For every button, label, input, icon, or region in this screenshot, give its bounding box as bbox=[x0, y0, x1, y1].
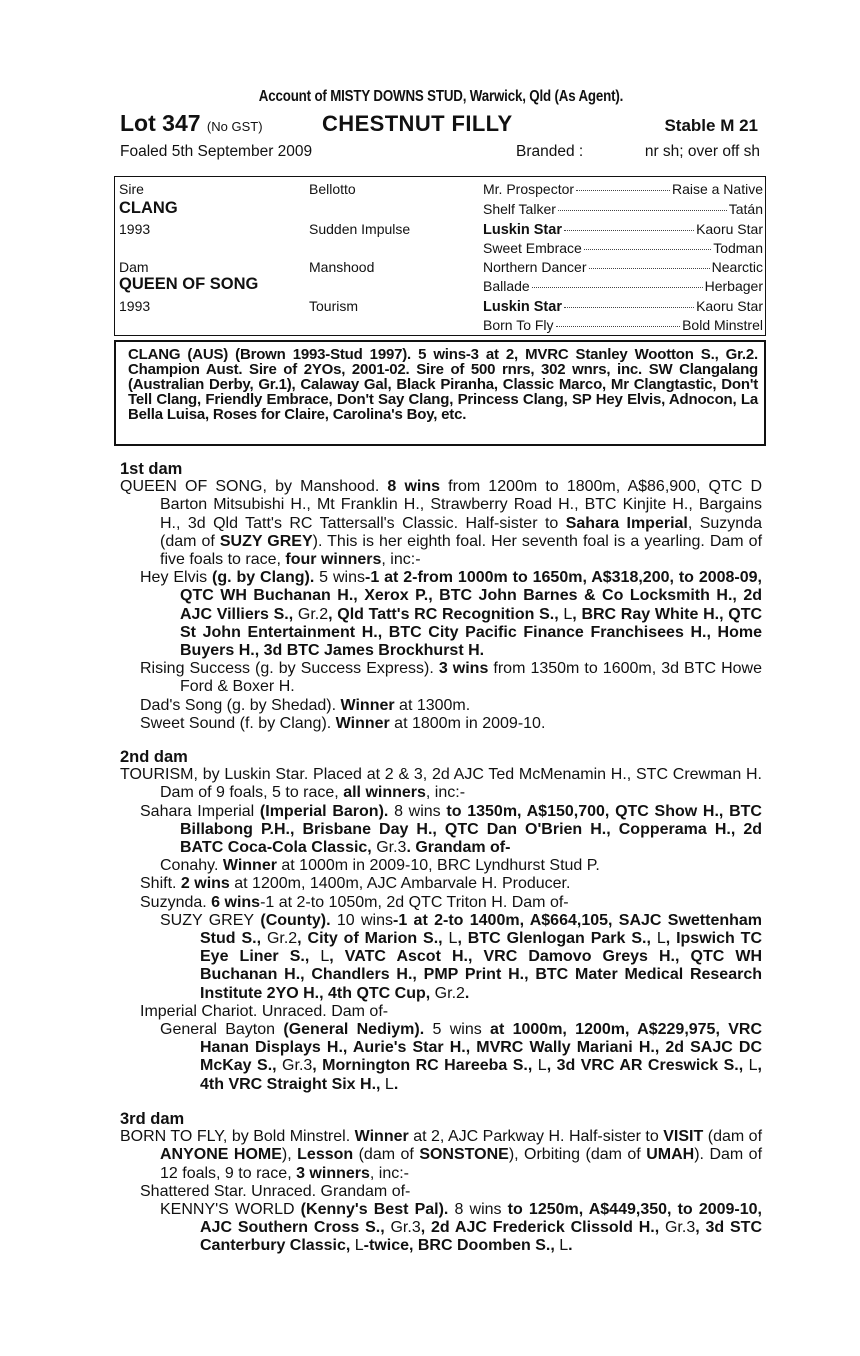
bold-segment: , City of Marion S., bbox=[297, 930, 449, 948]
third-dam-paragraph bbox=[120, 1128, 762, 1183]
sire-summary: CLANG (AUS) (Brown 1993-Stud 1997). 5 wins-3 at 2, MVRC Stanley Wootton S., Gr.2. Champion Aust. Sire of 2YOs, 2001-02. Sire of 500 rnrs, 302 wnrs, inc. SW Clangalang (Australian Derby, Gr.1), Calaway Gal, Black Piranha, Classic Marco, Mr Clangtastic, Don't Tell Clang, Friendly Embrace, Don't Say Clang, Princess Clang, SP Hey Elvis, Adnocon, La Bella Luisa, Roses for Claire, Carolina's Boy, etc. bbox=[128, 346, 758, 423]
third-dam-heading: 3rd dam bbox=[120, 1110, 185, 1128]
text-segment: (dam of bbox=[353, 1146, 420, 1164]
second-dam-heading: 2nd dam bbox=[120, 748, 188, 766]
dam-name: QUEEN OF SONG bbox=[119, 275, 259, 293]
dot-leader bbox=[576, 190, 670, 191]
sire-year: 1993 bbox=[119, 221, 151, 237]
bold-segment: , 4th VRC Straight Six H., bbox=[200, 1057, 762, 1093]
great-grandparent-row bbox=[483, 201, 763, 217]
bold-segment: . bbox=[464, 984, 470, 1002]
bold-segment: -1 at 2-to 1400m, A$664,105, SAJC Swettenham Stud S., bbox=[200, 911, 763, 948]
text-segment: L bbox=[320, 948, 330, 966]
bold-segment: . Grandam of- bbox=[406, 839, 511, 857]
bold-segment: Winner bbox=[335, 714, 390, 732]
text-segment: Shattered Star. Unraced. Grandam of- bbox=[140, 1182, 411, 1200]
bold-segment: at 1000m, 1200m, A$229,975, VRC Hanan Displays H., Aurie's Star H., MVRC Wally Mariani H., 2d SAJC DC McKay S., bbox=[200, 1021, 762, 1075]
text-segment: L bbox=[748, 1057, 758, 1075]
text-segment: Gr.2 bbox=[434, 984, 465, 1002]
bold-segment: (Imperial Baron). bbox=[254, 802, 395, 820]
first-dam-heading: 1st dam bbox=[120, 460, 183, 478]
progeny-imperial-chariot bbox=[120, 1003, 762, 1021]
gg-sire: Sweet Embrace bbox=[483, 240, 582, 256]
pedigree-table bbox=[114, 176, 766, 336]
text-segment: KENNY'S WORLD bbox=[160, 1201, 295, 1219]
text-segment: Suzynda. bbox=[140, 893, 212, 911]
text-segment: L bbox=[354, 1237, 364, 1255]
sire-label: Sire bbox=[119, 181, 144, 197]
second-dam-paragraph bbox=[120, 766, 762, 802]
bold-segment: Winner bbox=[222, 857, 277, 875]
progeny-shift bbox=[120, 875, 762, 893]
lot-number bbox=[120, 110, 263, 137]
great-grandparent-row bbox=[483, 240, 763, 256]
grand-progeny-kennys-world bbox=[120, 1201, 762, 1256]
sire-name: CLANG bbox=[119, 199, 178, 217]
bold-segment: , VATC Ascot H., VRC Damovo Greys H., QTC WH Buchanan H., Chandlers H., PMP Print H., BTC Mater Medical Research Institute 2YO H., 4th QTC Cup, bbox=[200, 948, 763, 1002]
horse-description: CHESTNUT FILLY bbox=[322, 111, 513, 136]
progeny-hey-elvis bbox=[120, 569, 762, 660]
lot-label: Lot 347 bbox=[120, 110, 201, 136]
text-segment: Sahara Imperial bbox=[140, 802, 255, 820]
progeny-suzynda bbox=[120, 894, 762, 912]
text-segment: Gr.3 bbox=[390, 1219, 421, 1237]
dot-leader bbox=[532, 287, 703, 288]
text-segment: at 1300m. bbox=[394, 696, 471, 714]
bold-segment: , Mornington RC Hareeba S., bbox=[312, 1057, 538, 1075]
first-dam-section bbox=[120, 460, 762, 733]
text-segment: L bbox=[656, 930, 666, 948]
progeny-rising-success bbox=[120, 660, 762, 696]
gst-note: (No GST) bbox=[206, 119, 263, 134]
text-segment: Dad's Song (g. by Shedad). bbox=[140, 696, 341, 714]
text-segment: L bbox=[537, 1057, 547, 1075]
great-grandparent-row bbox=[483, 181, 763, 197]
bold-segment: UMAH bbox=[646, 1146, 695, 1164]
grand-progeny-suzy-grey bbox=[120, 912, 762, 1003]
text-segment: TOURISM, by Luskin Star. Placed at 2 & 3, 2d AJC Ted McMenamin H., STC Crewman H. Dam of 9 foals, 5 to race, bbox=[120, 766, 762, 802]
bold-segment: ANYONE HOME bbox=[160, 1146, 282, 1164]
text-segment: Sweet Sound (f. by Clang). bbox=[140, 714, 336, 732]
progeny-dads-song bbox=[120, 697, 762, 715]
great-grandparent-row bbox=[483, 317, 763, 333]
catalogue-page bbox=[119, 88, 763, 1255]
text-segment: Gr.3 bbox=[376, 839, 407, 857]
bold-segment: 2 wins bbox=[180, 875, 230, 893]
second-dam-section bbox=[120, 748, 762, 1094]
gg-dam: Kaoru Star bbox=[696, 298, 763, 314]
text-segment: Hey Elvis bbox=[140, 569, 208, 587]
text-segment: 10 wins bbox=[336, 911, 394, 929]
bold-segment: 3 wins bbox=[438, 660, 489, 678]
text-segment: Gr.2 bbox=[297, 605, 329, 623]
text-segment: ), Orbiting (dam of bbox=[508, 1146, 647, 1164]
foaled-date: Foaled 5th September 2009 bbox=[120, 143, 313, 160]
text-segment: QUEEN OF SONG, by Manshood. bbox=[120, 478, 388, 496]
gg-dam: Kaoru Star bbox=[696, 221, 763, 237]
third-dam-section bbox=[120, 1110, 762, 1256]
great-grandparent-row bbox=[483, 259, 763, 275]
text-segment: 5 wins bbox=[432, 1021, 482, 1039]
sire-sire: Bellotto bbox=[309, 181, 356, 197]
progeny-sweet-sound bbox=[120, 715, 762, 733]
bold-segment: (g. by Clang). bbox=[207, 569, 320, 587]
dam-label: Dam bbox=[119, 259, 149, 275]
text-segment: Gr.3 bbox=[664, 1219, 696, 1237]
bold-segment: 3 winners bbox=[296, 1164, 370, 1182]
gg-sire: Mr. Prospector bbox=[483, 181, 575, 197]
branded-label: Branded : bbox=[516, 143, 584, 160]
text-segment: at 1800m in 2009-10. bbox=[389, 714, 546, 732]
text-segment: Shift. bbox=[140, 875, 181, 893]
great-grandparent-row bbox=[483, 278, 763, 294]
bold-segment: , Ipswich TC Eye Liner S., bbox=[200, 930, 763, 966]
text-segment: (dam of bbox=[703, 1128, 763, 1146]
bold-segment: , BRC Ray White H., QTC St John Entertainment H., BTC City Pacific Finance Franchisees H., Home Buyers H., 3d BTC James Brockhurst H. bbox=[180, 605, 763, 660]
stable-number: Stable M 21 bbox=[664, 116, 758, 135]
bold-segment: (County). bbox=[254, 911, 337, 929]
bold-segment: , 2d AJC Frederick Clissold H., bbox=[420, 1219, 665, 1237]
great-grandparent-row bbox=[483, 221, 763, 238]
bold-segment: to 1250m, A$449,350, to 2009-10, AJC Southern Cross S., bbox=[200, 1201, 762, 1237]
bold-segment: , Qld Tatt's RC Recognition S., bbox=[328, 605, 564, 623]
text-segment: L bbox=[448, 930, 458, 948]
text-segment: L bbox=[384, 1075, 394, 1093]
text-segment: Rising Success (g. by Success Express). bbox=[140, 660, 439, 678]
text-segment: , inc:- bbox=[425, 784, 466, 802]
bold-segment: -twice, BRC Doomben S., bbox=[363, 1237, 560, 1255]
gg-sire: Shelf Talker bbox=[483, 201, 556, 217]
gg-sire: Born To Fly bbox=[483, 317, 554, 333]
bold-segment: , 3d VRC AR Creswick S., bbox=[546, 1057, 749, 1075]
bold-segment: Winner bbox=[340, 696, 395, 714]
grand-progeny-conahy bbox=[120, 857, 762, 875]
bold-segment: 8 wins bbox=[387, 478, 441, 496]
gg-sire: Luskin Star bbox=[483, 222, 562, 238]
bold-segment: . bbox=[393, 1075, 399, 1093]
text-segment: 8 wins bbox=[454, 1201, 502, 1219]
bold-segment: (General Nediym). bbox=[275, 1021, 433, 1039]
gg-sire: Ballade bbox=[483, 278, 530, 294]
dot-leader bbox=[564, 307, 694, 308]
text-segment: L bbox=[563, 605, 573, 623]
dot-leader bbox=[558, 210, 727, 211]
bold-segment: Sahara Imperial bbox=[565, 514, 688, 532]
text-segment: Gr.3 bbox=[282, 1057, 313, 1075]
brand-marks: nr sh; over off sh bbox=[644, 143, 760, 160]
sire-dam: Sudden Impulse bbox=[309, 221, 411, 237]
text-segment: General Bayton bbox=[160, 1021, 276, 1039]
text-segment: SUZY GREY bbox=[160, 911, 255, 929]
dot-leader bbox=[556, 326, 681, 327]
bold-segment: SONSTONE bbox=[419, 1146, 509, 1164]
text-segment: at 1200m, 1400m, AJC Ambarvale H. Producer. bbox=[229, 875, 571, 893]
text-segment: Conahy. bbox=[160, 857, 223, 875]
bold-segment: -1 at 2-from 1000m to 1650m, A$318,200, to 2008-09, QTC WH Buchanan H., Xerox P., BTC John Barnes & Co Locksmith H., 2d AJC Villiers S., bbox=[180, 569, 762, 623]
first-dam-paragraph bbox=[120, 478, 762, 569]
gg-sire: Luskin Star bbox=[483, 299, 562, 315]
bold-segment: all winners bbox=[343, 784, 426, 802]
dam-dam: Tourism bbox=[309, 298, 359, 314]
foaled-line bbox=[120, 143, 762, 165]
text-segment: from 1350m to 1600m, 3d BTC Howe Ford & Boxer H. bbox=[180, 660, 763, 696]
gg-dam: Bold Minstrel bbox=[682, 317, 763, 333]
dam-year: 1993 bbox=[119, 298, 151, 314]
dot-leader bbox=[584, 249, 711, 250]
gg-dam: Tatán bbox=[728, 201, 763, 217]
text-segment: -1 at 2-to 1050m, 2d QTC Triton H. Dam of- bbox=[260, 893, 569, 911]
text-segment: L bbox=[559, 1237, 569, 1255]
bold-segment: VISIT bbox=[663, 1128, 704, 1146]
lot-line bbox=[120, 107, 762, 137]
text-segment: Gr.2 bbox=[266, 930, 298, 948]
bold-segment: Winner bbox=[354, 1128, 409, 1146]
text-segment: , inc:- bbox=[369, 1164, 410, 1182]
bold-segment: four winners bbox=[285, 551, 382, 569]
progeny-shattered-star bbox=[120, 1183, 762, 1201]
text-segment: 8 wins bbox=[394, 802, 441, 820]
gg-dam: Herbager bbox=[704, 278, 763, 294]
dot-leader bbox=[564, 230, 694, 231]
text-segment: Imperial Chariot. Unraced. Dam of- bbox=[140, 1002, 389, 1020]
text-segment: BORN TO FLY, by Bold Minstrel. bbox=[120, 1128, 355, 1146]
bold-segment: 6 wins bbox=[211, 893, 261, 911]
bold-segment: , 3d STC Canterbury Classic, bbox=[200, 1219, 763, 1255]
dam-sire: Manshood bbox=[309, 259, 375, 275]
gg-dam: Raise a Native bbox=[671, 181, 763, 197]
text-segment: at 1000m in 2009-10, BRC Lyndhurst Stud P. bbox=[276, 857, 600, 875]
gg-dam: Nearctic bbox=[711, 259, 763, 275]
bold-segment: , BTC Glenlogan Park S., bbox=[457, 930, 657, 948]
text-segment: ). Dam of 12 foals, 9 to race, bbox=[160, 1146, 763, 1182]
text-segment: ). This is her eighth foal. Her seventh foal is a yearling. Dam of five foals to race, bbox=[160, 532, 763, 569]
text-segment: 5 wins bbox=[319, 569, 365, 587]
bold-segment: Lesson bbox=[297, 1146, 354, 1164]
great-grandparent-row bbox=[483, 298, 763, 315]
text-segment: ), bbox=[281, 1146, 298, 1164]
text-segment: , inc:- bbox=[381, 551, 421, 569]
bold-segment: . bbox=[568, 1237, 573, 1255]
grand-progeny-general-bayton bbox=[120, 1021, 762, 1094]
bold-segment: SUZY GREY bbox=[219, 532, 313, 550]
gg-dam: Todman bbox=[713, 240, 763, 256]
sire-summary-box bbox=[114, 340, 766, 446]
gg-sire: Northern Dancer bbox=[483, 259, 587, 275]
text-segment: from 1200m to 1800m, A$86,900, QTC D Barton Mitsubishi H., Mt Franklin H., Strawberry Road H., BTC Kinjite H., Bargains H., 3d Qld Tatt's RC Tattersall's Classic. Half-sister to bbox=[160, 478, 763, 532]
text-segment: at 2, AJC Parkway H. Half-sister to bbox=[408, 1128, 664, 1146]
progeny-sahara-imperial bbox=[120, 803, 762, 858]
vendor-account: Account of MISTY DOWNS STUD, Warwick, Qld (As Agent). bbox=[258, 88, 624, 105]
bold-segment: to 1350m, A$150,700, QTC Show H., BTC Billabong P.H., Brisbane Day H., QTC Dan O'Brien H., Copperama H., 2d BATC Coca-Cola Classic, bbox=[180, 802, 762, 857]
dot-leader bbox=[589, 268, 710, 269]
bold-segment: (Kenny's Best Pal). bbox=[294, 1201, 455, 1219]
text-segment: , Suzynda (dam of bbox=[160, 514, 763, 550]
